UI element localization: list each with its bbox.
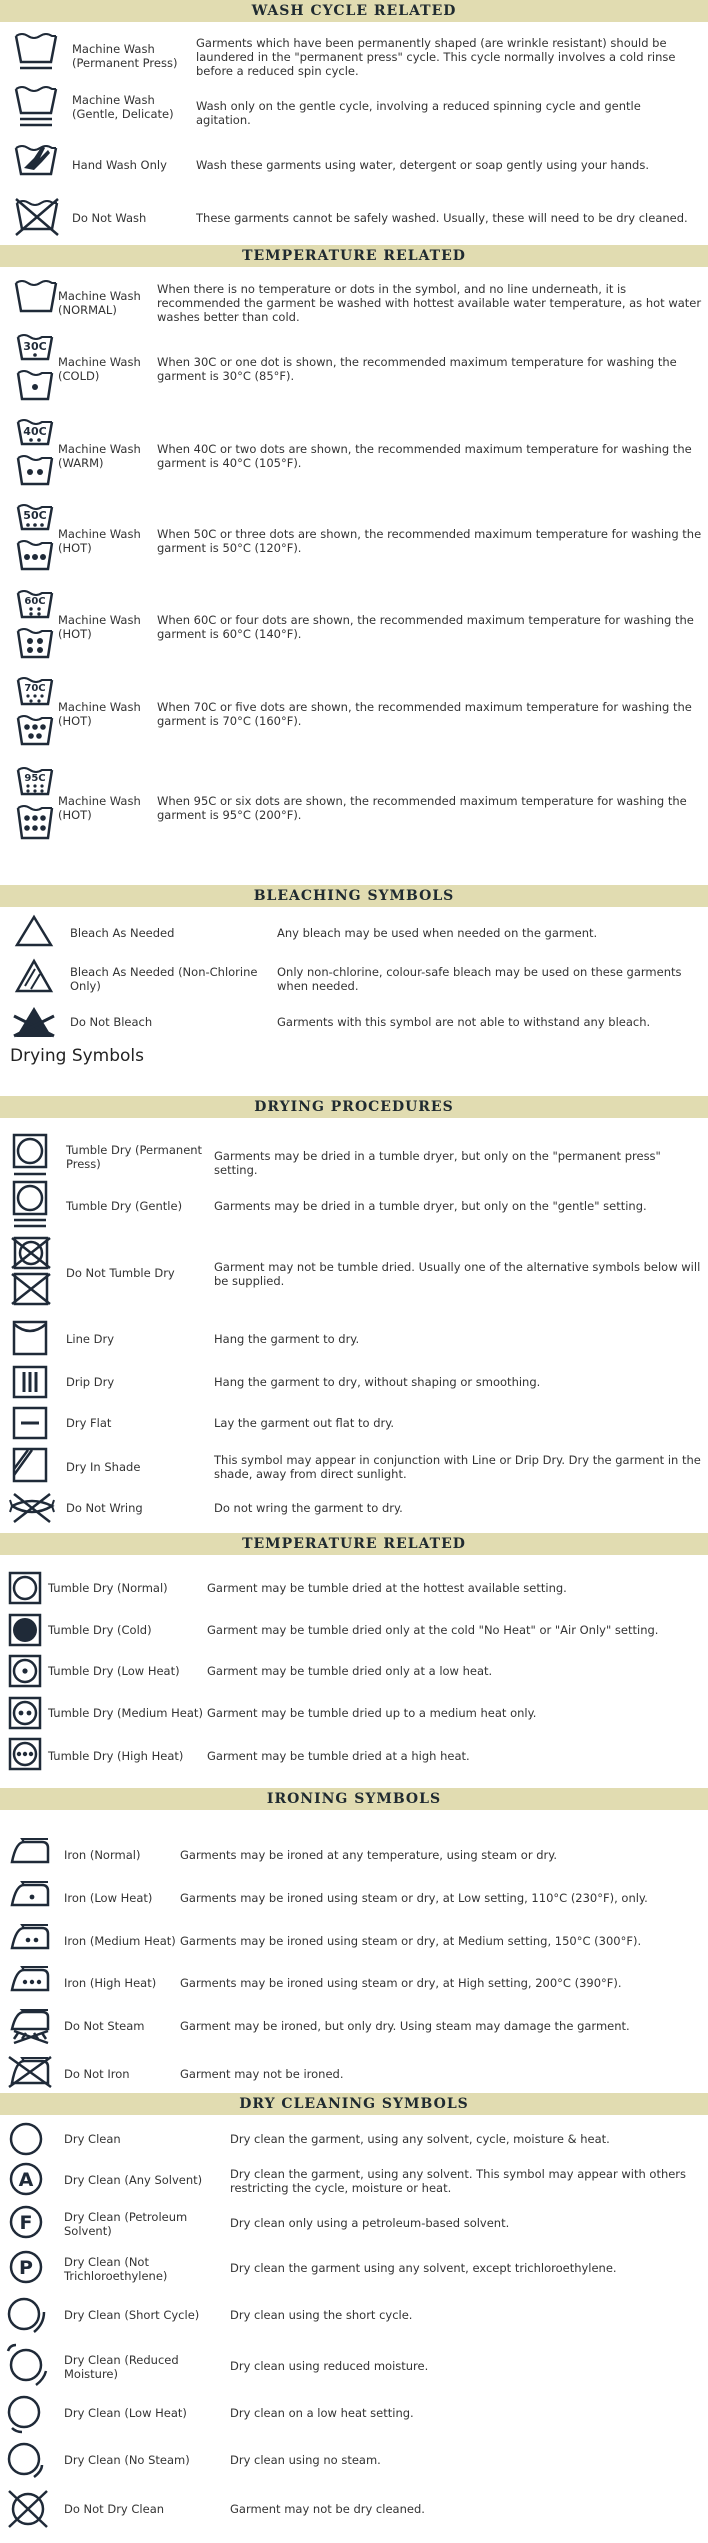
section-header-dry-temperature: TEMPERATURE RELATED: [0, 1533, 708, 1555]
tumble-dry-permanent-press-icon: [12, 1133, 48, 1179]
dryclean-desc: Dry clean the garment using any solvent, except trichloroethylene.: [230, 2261, 617, 2275]
machine-wash-50c-icon: [14, 503, 58, 575]
wash-label: Hand Wash Only: [72, 158, 167, 172]
machine-wash-30c-icon: [14, 333, 58, 405]
do-not-bleach-icon: [12, 1004, 56, 1040]
dry-in-shade-icon: [12, 1447, 48, 1483]
dry-clean-not-trichloroethylene-icon: [8, 2249, 44, 2285]
bleach-label: Bleach As Needed (Non-Chlorine Only): [70, 965, 258, 993]
wash-temp-label: Machine Wash (COLD): [58, 355, 141, 383]
ironing-label: Iron (Medium Heat): [64, 1934, 176, 1948]
wash-temp-label: Machine Wash (HOT): [58, 527, 141, 555]
ironing-desc: Garments may be ironed using steam or dry, at High setting, 200°C (390°F).: [180, 1976, 622, 1990]
dry-clean-short-cycle-icon: [6, 2294, 46, 2336]
wash-temp-label: Machine Wash (NORMAL): [58, 289, 141, 317]
dryclean-desc: Dry clean using the short cycle.: [230, 2308, 413, 2322]
bleach-desc: Any bleach may be used when needed on the garment.: [277, 926, 598, 940]
wash-label: Machine Wash (Gentle, Delicate): [72, 93, 174, 121]
ironing-desc: Garment may be ironed, but only dry. Using steam may damage the garment.: [180, 2019, 630, 2033]
dryclean-desc: Dry clean using reduced moisture.: [230, 2359, 429, 2373]
wash-desc: Wash these garments using water, detergent or soap gently using your hands.: [196, 158, 649, 172]
dryclean-label: Dry Clean (Low Heat): [64, 2406, 187, 2420]
wash-desc: Garments which have been permanently shaped (are wrinkle resistant) should be laundered in the "permanent press" cycle. This cycle normally involves a cold rinse before a reduced spin cycle.: [196, 36, 676, 78]
iron-high-heat-icon: [8, 1966, 52, 1994]
svg-text:30C: 30C: [23, 340, 47, 353]
wash-temp-label: Machine Wash (HOT): [58, 613, 141, 641]
ironing-desc: Garments may be ironed using steam or dry, at Low setting, 110°C (230°F), only.: [180, 1891, 648, 1905]
dry-temp-label: Tumble Dry (Normal): [48, 1581, 168, 1595]
dryclean-desc: Dry clean the garment, using any solvent. This symbol may appear with others restricting the cycle, moisture or heat.: [230, 2167, 687, 2195]
drying-label: Tumble Dry (Permanent Press): [66, 1143, 203, 1171]
dry-clean-any-solvent-icon: [8, 2161, 44, 2197]
wash-desc: Wash only on the gentle cycle, involving a reduced spinning cycle and gentle agitation.: [196, 99, 641, 127]
iron-medium-heat-icon: [8, 1924, 52, 1952]
dryclean-label: Dry Clean (Any Solvent): [64, 2173, 203, 2187]
ironing-label: Iron (Low Heat): [64, 1891, 153, 1905]
svg-text:A: A: [18, 2169, 34, 2191]
drying-desc: Do not wring the garment to dry.: [214, 1501, 403, 1515]
bleach-label: Do Not Bleach: [70, 1015, 153, 1029]
svg-text:95C: 95C: [24, 773, 46, 784]
dry-clean-petroleum-icon: [8, 2204, 44, 2240]
bleach-desc: Garments with this symbol are not able to withstand any bleach.: [277, 1015, 651, 1029]
wash-temp-desc: When 30C or one dot is shown, the recommended maximum temperature for washing the garment is 30°C (85°F).: [157, 355, 677, 383]
wash-temp-desc: When 40C or two dots are shown, the recommended maximum temperature for washing the garment is 40°C (105°F).: [157, 442, 692, 470]
machine-wash-permanent-press-icon: [14, 32, 58, 76]
ironing-label: Iron (Normal): [64, 1848, 141, 1862]
dry-clean-icon: [8, 2121, 44, 2157]
dry-temp-label: Tumble Dry (Low Heat): [48, 1664, 180, 1678]
hand-wash-icon: [14, 138, 58, 180]
do-not-wash-icon: [14, 197, 60, 237]
bleach-non-chlorine-icon: [14, 958, 54, 994]
dryclean-label: Dry Clean (Petroleum Solvent): [64, 2210, 188, 2238]
do-not-iron-icon: [6, 2055, 54, 2089]
tumble-dry-normal-icon: [8, 1571, 42, 1605]
drying-label: Dry Flat: [66, 1416, 112, 1430]
tumble-dry-high-heat-icon: [8, 1737, 42, 1771]
dry-flat-icon: [12, 1406, 48, 1440]
bleach-desc: Only non-chlorine, colour-safe bleach may be used on these garments when needed.: [277, 965, 682, 993]
do-not-dry-clean-icon: [6, 2489, 50, 2529]
dryclean-label: Dry Clean (Reduced Moisture): [64, 2353, 179, 2381]
do-not-steam-icon: [8, 2009, 54, 2045]
ironing-desc: Garments may be ironed using steam or dry, at Medium setting, 150°C (300°F).: [180, 1934, 642, 1948]
drying-label: Drip Dry: [66, 1375, 115, 1389]
ironing-desc: Garment may not be ironed.: [180, 2067, 344, 2081]
svg-text:40C: 40C: [23, 425, 47, 438]
machine-wash-normal-icon: [14, 277, 58, 317]
dryclean-label: Dry Clean (Short Cycle): [64, 2308, 200, 2322]
ironing-desc: Garments may be ironed at any temperature, using steam or dry.: [180, 1848, 558, 1862]
wash-temp-desc: When 70C or five dots are shown, the recommended maximum temperature for washing the garment is 70°C (160°F).: [157, 700, 692, 728]
wash-temp-desc: When 95C or six dots are shown, the recommended maximum temperature for washing the garment is 95°C (200°F).: [157, 794, 687, 822]
machine-wash-70c-icon: [14, 676, 58, 750]
iron-normal-icon: [8, 1838, 52, 1866]
bleach-label: Bleach As Needed: [70, 926, 175, 940]
drying-label: Do Not Tumble Dry: [66, 1266, 175, 1280]
section-header-wash-cycle: WASH CYCLE RELATED: [0, 0, 708, 22]
dry-temp-label: Tumble Dry (Cold): [48, 1623, 152, 1637]
machine-wash-gentle-icon: [14, 85, 58, 131]
machine-wash-60c-icon: [14, 589, 58, 663]
tumble-dry-gentle-icon: [12, 1180, 48, 1230]
svg-text:P: P: [19, 2257, 33, 2279]
drying-symbols-title: Drying Symbols: [10, 1046, 145, 1066]
wash-label: Machine Wash (Permanent Press): [72, 42, 178, 70]
dry-clean-reduced-moisture-icon: [4, 2341, 48, 2387]
drying-label: Do Not Wring: [66, 1501, 143, 1515]
do-not-tumble-dry-icon: [10, 1236, 52, 1308]
wash-temp-label: Machine Wash (WARM): [58, 442, 141, 470]
dryclean-desc: Dry clean on a low heat setting.: [230, 2406, 414, 2420]
drip-dry-icon: [12, 1365, 48, 1399]
dry-temp-desc: Garment may be tumble dried up to a medium heat only.: [207, 1706, 537, 1720]
section-header-bleaching: BLEACHING SYMBOLS: [0, 885, 708, 907]
drying-label: Line Dry: [66, 1332, 115, 1346]
dryclean-desc: Dry clean only using a petroleum-based solvent.: [230, 2216, 510, 2230]
wash-temp-label: Machine Wash (HOT): [58, 700, 141, 728]
wash-temp-desc: When 60C or four dots are shown, the recommended maximum temperature for washing the garment is 60°C (140°F).: [157, 613, 694, 641]
drying-label: Dry In Shade: [66, 1460, 141, 1474]
wash-label: Do Not Wash: [72, 211, 147, 225]
tumble-dry-cold-icon: [8, 1613, 42, 1647]
machine-wash-40c-icon: [14, 418, 58, 490]
dry-temp-desc: Garment may be tumble dried at the hottest available setting.: [207, 1581, 567, 1595]
drying-desc: Garments may be dried in a tumble dryer, but only on the "permanent press" setting.: [214, 1149, 661, 1177]
drying-desc: Lay the garment out flat to dry.: [214, 1416, 395, 1430]
bleach-as-needed-icon: [14, 914, 54, 948]
dry-temp-desc: Garment may be tumble dried only at the cold "No Heat" or "Air Only" setting.: [207, 1623, 659, 1637]
dry-clean-low-heat-icon: [6, 2392, 46, 2434]
tumble-dry-medium-heat-icon: [8, 1696, 42, 1730]
dryclean-label: Dry Clean: [64, 2132, 121, 2146]
dry-clean-no-steam-icon: [6, 2439, 46, 2481]
drying-desc: Hang the garment to dry.: [214, 1332, 360, 1346]
svg-text:50C: 50C: [23, 509, 47, 522]
section-header-drying: DRYING PROCEDURES: [0, 1096, 708, 1118]
dryclean-label: Dry Clean (Not Trichloroethylene): [64, 2255, 168, 2283]
dryclean-desc: Dry clean the garment, using any solvent, cycle, moisture & heat.: [230, 2132, 610, 2146]
wash-desc: These garments cannot be safely washed. Usually, these will need to be dry cleaned.: [196, 211, 688, 225]
section-header-wash-temperature: TEMPERATURE RELATED: [0, 245, 708, 267]
ironing-label: Iron (High Heat): [64, 1976, 157, 1990]
drying-desc: Garment may not be tumble dried. Usually one of the alternative symbols below will be supplied.: [214, 1260, 701, 1288]
drying-label: Tumble Dry (Gentle): [66, 1199, 183, 1213]
wash-temp-label: Machine Wash (HOT): [58, 794, 141, 822]
svg-text:60C: 60C: [24, 596, 46, 607]
ironing-label: Do Not Steam: [64, 2019, 145, 2033]
iron-low-heat-icon: [8, 1881, 52, 1909]
svg-text:F: F: [19, 2212, 33, 2234]
dryclean-label: Do Not Dry Clean: [64, 2502, 165, 2516]
line-dry-icon: [12, 1320, 48, 1356]
drying-desc: Hang the garment to dry, without shaping or smoothing.: [214, 1375, 541, 1389]
drying-desc: Garments may be dried in a tumble dryer, but only on the "gentle" setting.: [214, 1199, 647, 1213]
machine-wash-95c-icon: [14, 766, 58, 844]
dryclean-desc: Dry clean using no steam.: [230, 2453, 381, 2467]
wash-temp-desc: When there is no temperature or dots in the symbol, and no line underneath, it is recommended the garment be washed with hottest available water temperature, as hot water washes better than cold.: [157, 282, 702, 324]
dry-temp-label: Tumble Dry (High Heat): [48, 1749, 184, 1763]
dry-temp-desc: Garment may be tumble dried at a high heat.: [207, 1749, 470, 1763]
dryclean-desc: Garment may not be dry cleaned.: [230, 2502, 425, 2516]
do-not-wring-icon: [8, 1492, 56, 1526]
drying-desc: This symbol may appear in conjunction with Line or Drip Dry. Dry the garment in the shade, away from direct sunlight.: [214, 1453, 701, 1481]
dryclean-label: Dry Clean (No Steam): [64, 2453, 190, 2467]
section-header-ironing: IRONING SYMBOLS: [0, 1788, 708, 1810]
wash-temp-desc: When 50C or three dots are shown, the recommended maximum temperature for washing the garment is 50°C (120°F).: [157, 527, 702, 555]
ironing-label: Do Not Iron: [64, 2067, 130, 2081]
dry-temp-desc: Garment may be tumble dried only at a low heat.: [207, 1664, 493, 1678]
section-header-dry-cleaning: DRY CLEANING SYMBOLS: [0, 2093, 708, 2115]
tumble-dry-low-heat-icon: [8, 1654, 42, 1688]
dry-temp-label: Tumble Dry (Medium Heat): [48, 1706, 203, 1720]
svg-text:70C: 70C: [24, 683, 46, 694]
